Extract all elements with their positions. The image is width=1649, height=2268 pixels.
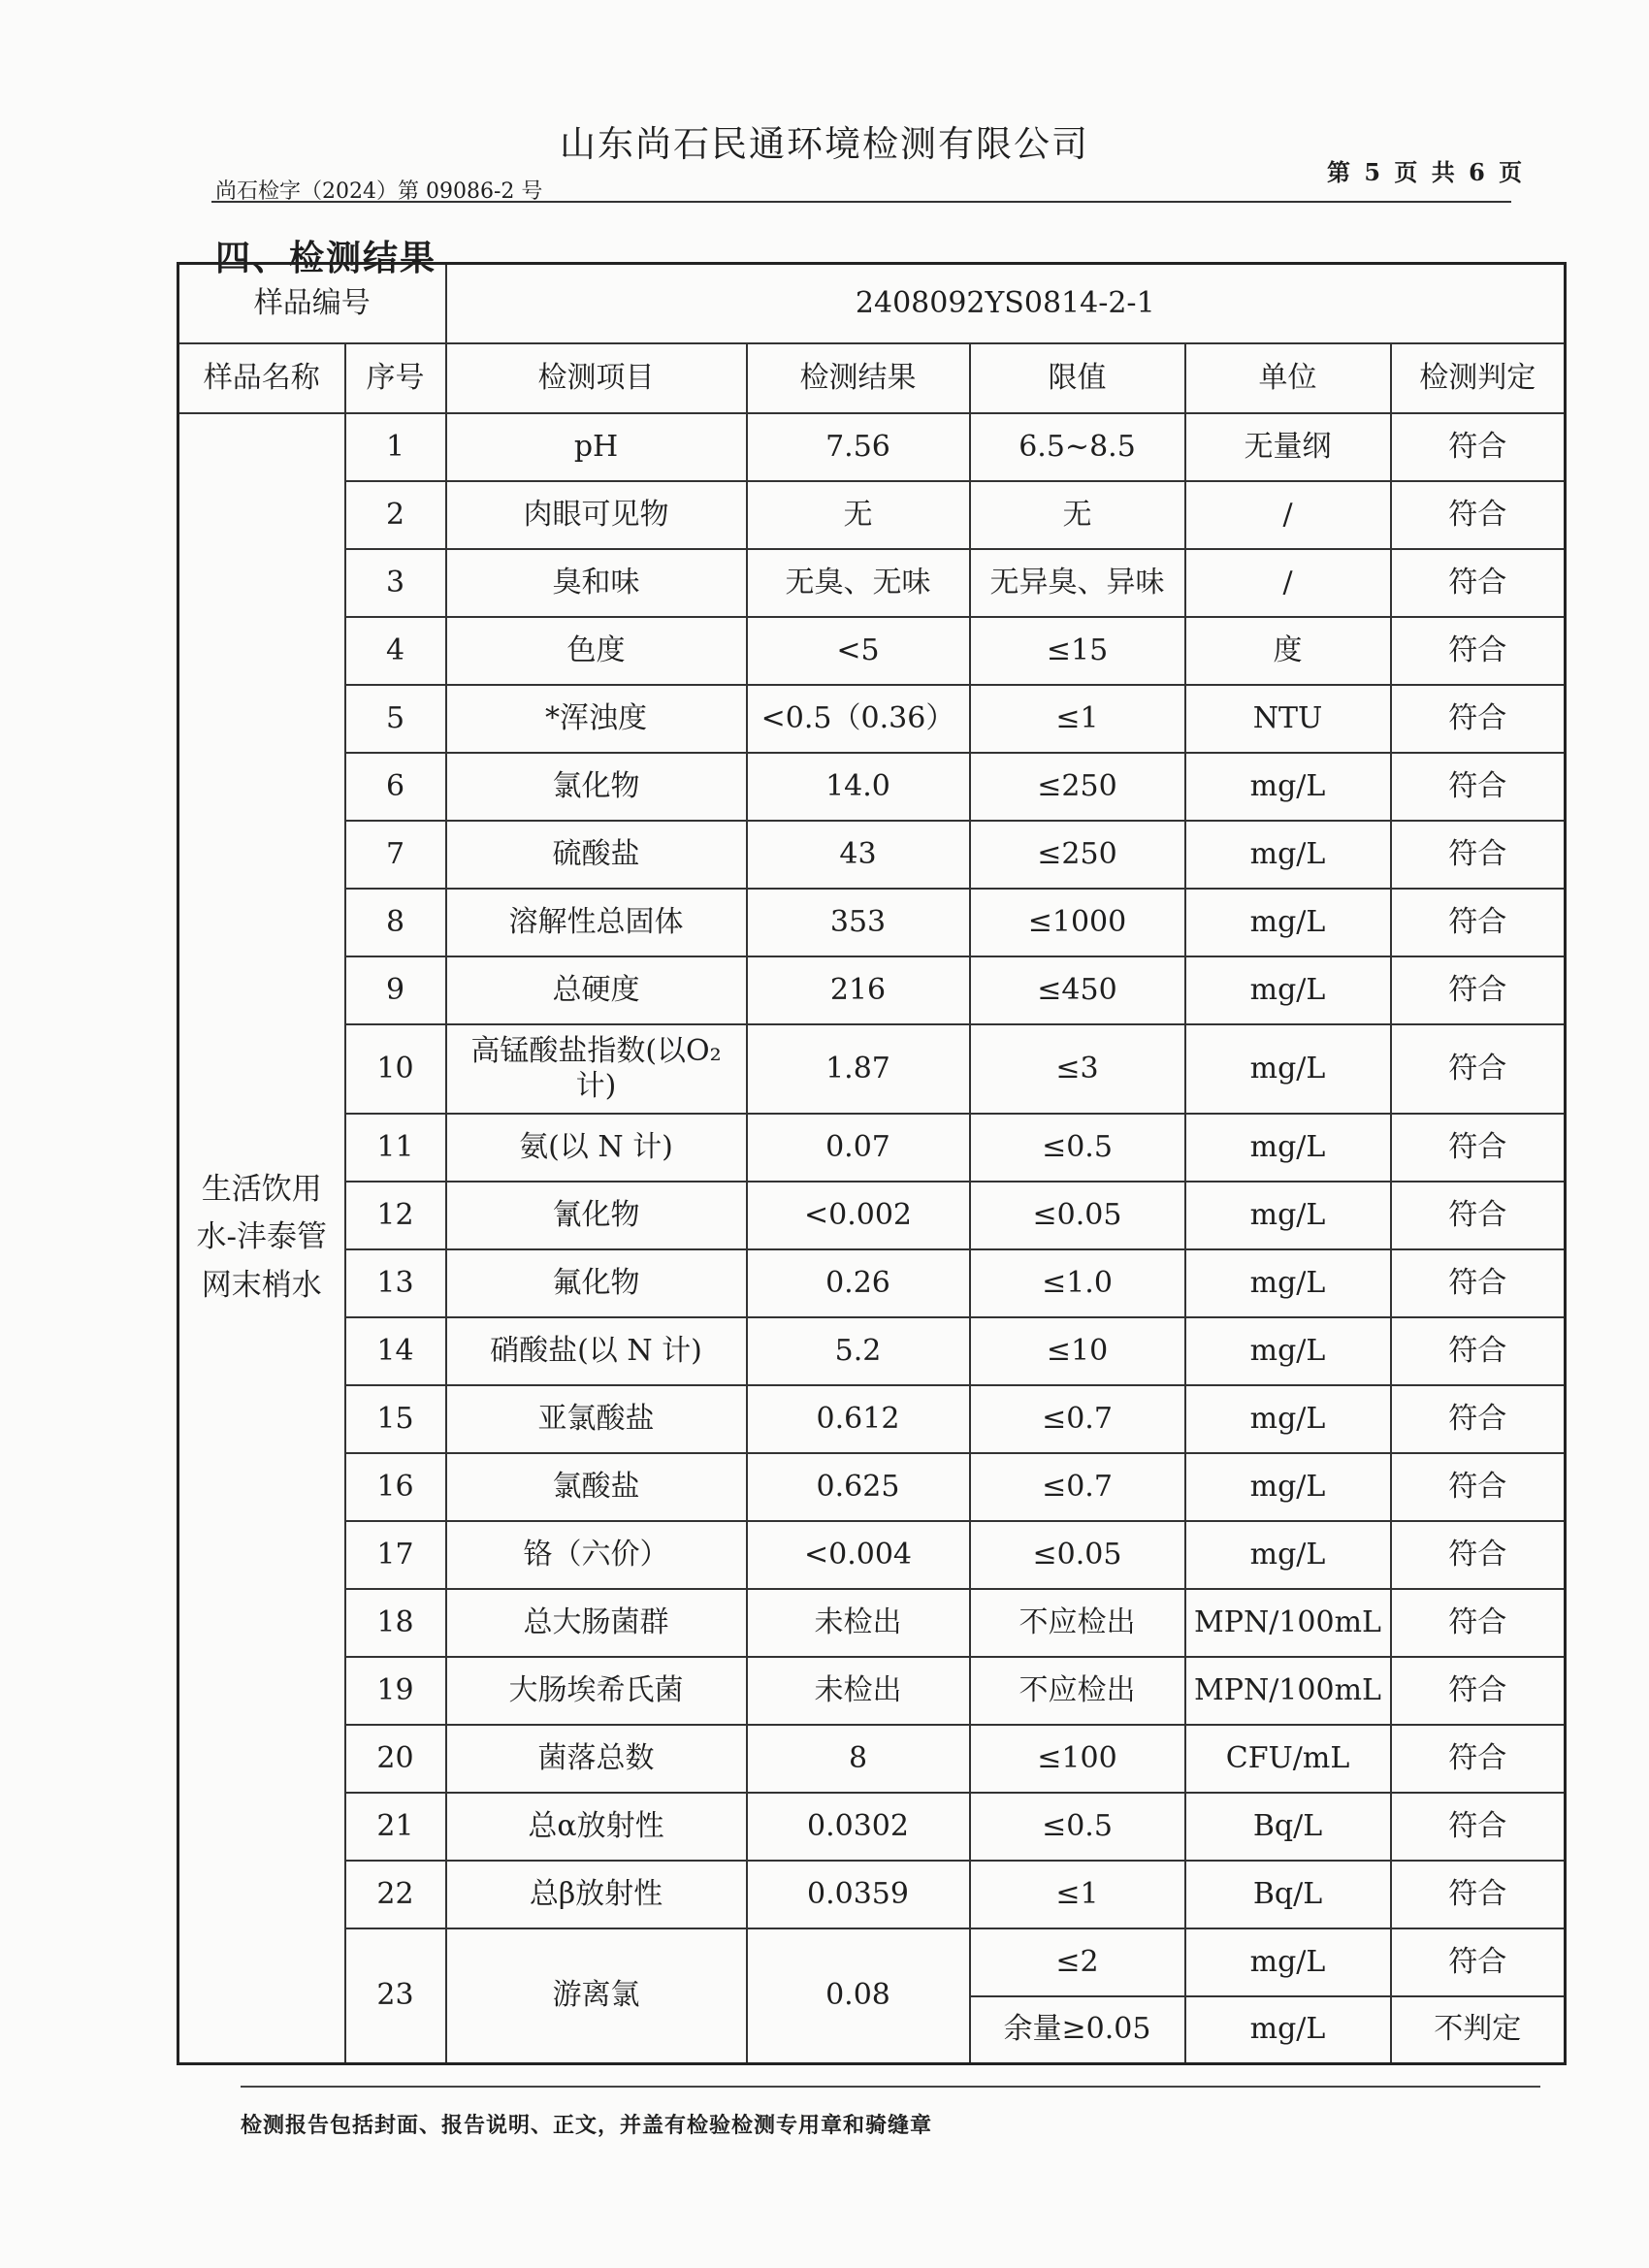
table-row <box>178 1385 1566 1453</box>
limit-value: ≤250 <box>970 753 1185 821</box>
unit: mg/L <box>1185 1114 1391 1182</box>
unit: mg/L <box>1185 956 1391 1024</box>
test-result: 0.07 <box>747 1114 970 1182</box>
table-row <box>178 1793 1566 1861</box>
test-item: 氨(以 N 计) <box>446 1114 747 1182</box>
item-number: 15 <box>345 1385 446 1453</box>
unit: MPN/100mL <box>1185 1589 1391 1657</box>
table-row <box>178 1589 1566 1657</box>
unit: mg/L <box>1185 821 1391 889</box>
judgement: 符合 <box>1391 956 1566 1024</box>
table-row <box>178 549 1566 617</box>
test-item: 臭和味 <box>446 549 747 617</box>
column-header: 单位 <box>1185 343 1391 413</box>
limit-value: 无 <box>970 481 1185 549</box>
test-item: 硝酸盐(以 N 计) <box>446 1317 747 1385</box>
limit-value: ≤1.0 <box>970 1249 1185 1317</box>
table-row <box>178 1249 1566 1317</box>
judgement: 符合 <box>1391 889 1566 956</box>
judgement: 符合 <box>1391 1453 1566 1521</box>
column-header: 限值 <box>970 343 1185 413</box>
table-row <box>178 1928 1566 1996</box>
test-result: 353 <box>747 889 970 956</box>
column-header: 样品名称 <box>178 343 345 413</box>
test-result: <5 <box>747 617 970 685</box>
test-item: 高锰酸盐指数(以O₂计) <box>446 1024 747 1114</box>
test-result: <0.002 <box>747 1182 970 1249</box>
column-header: 序号 <box>345 343 446 413</box>
unit: mg/L <box>1185 1521 1391 1589</box>
test-item: 总硬度 <box>446 956 747 1024</box>
item-number: 11 <box>345 1114 446 1182</box>
limit-value: ≤0.05 <box>970 1521 1185 1589</box>
limit-value: ≤250 <box>970 821 1185 889</box>
test-result: 0.08 <box>747 1928 970 2064</box>
judgement: 符合 <box>1391 1657 1566 1725</box>
unit: mg/L <box>1185 1024 1391 1114</box>
test-item: 大肠埃希氏菌 <box>446 1657 747 1725</box>
table-row <box>178 1182 1566 1249</box>
judgement: 符合 <box>1391 413 1566 481</box>
table-row <box>178 1114 1566 1182</box>
table-row <box>178 413 1566 481</box>
table-row <box>178 1024 1566 1114</box>
item-number: 22 <box>345 1861 446 1928</box>
test-item: 菌落总数 <box>446 1725 747 1793</box>
judgement: 符合 <box>1391 1725 1566 1793</box>
test-result: 0.612 <box>747 1385 970 1453</box>
test-result: 未检出 <box>747 1657 970 1725</box>
limit-value: ≤1 <box>970 1861 1185 1928</box>
limit-value: ≤0.5 <box>970 1114 1185 1182</box>
test-result: 0.625 <box>747 1453 970 1521</box>
footer-note: 检测报告包括封面、报告说明、正文，并盖有检验检测专用章和骑缝章 <box>241 2113 933 2138</box>
header-rule <box>211 201 1511 203</box>
limit-value: ≤0.7 <box>970 1453 1185 1521</box>
unit: mg/L <box>1185 1928 1391 1996</box>
unit: mg/L <box>1185 889 1391 956</box>
unit: CFU/mL <box>1185 1725 1391 1793</box>
item-number: 3 <box>345 549 446 617</box>
test-result: 无臭、无味 <box>747 549 970 617</box>
judgement: 符合 <box>1391 1521 1566 1589</box>
judgement: 符合 <box>1391 1793 1566 1861</box>
unit: mg/L <box>1185 1182 1391 1249</box>
item-number: 19 <box>345 1657 446 1725</box>
table-row <box>178 481 1566 549</box>
item-number: 17 <box>345 1521 446 1589</box>
item-number: 1 <box>345 413 446 481</box>
sample-name: 生活饮用水-沣泰管网末梢水 <box>178 413 345 2064</box>
test-result: 0.26 <box>747 1249 970 1317</box>
item-number: 16 <box>345 1453 446 1521</box>
test-item: pH <box>446 413 747 481</box>
test-result: 0.0302 <box>747 1793 970 1861</box>
sample-id: 2408092YS0814-2-1 <box>446 264 1566 343</box>
limit-value: 不应检出 <box>970 1589 1185 1657</box>
item-number: 4 <box>345 617 446 685</box>
test-item: 总α放射性 <box>446 1793 747 1861</box>
test-item: 游离氯 <box>446 1928 747 2064</box>
limit-value: ≤1 <box>970 685 1185 753</box>
item-number: 14 <box>345 1317 446 1385</box>
limit-value: ≤1000 <box>970 889 1185 956</box>
test-item: 肉眼可见物 <box>446 481 747 549</box>
table-row <box>178 889 1566 956</box>
test-item: 硫酸盐 <box>446 821 747 889</box>
table-row <box>178 956 1566 1024</box>
table-row <box>178 753 1566 821</box>
sample-id-row <box>178 264 1566 343</box>
judgement: 符合 <box>1391 1317 1566 1385</box>
limit-value: ≤0.05 <box>970 1182 1185 1249</box>
item-number: 7 <box>345 821 446 889</box>
test-item: 氯化物 <box>446 753 747 821</box>
column-header: 检测结果 <box>747 343 970 413</box>
judgement: 不判定 <box>1391 1996 1566 2064</box>
page-info: 第 5 页 共 6 页 <box>1327 158 1526 186</box>
limit-value: ≤15 <box>970 617 1185 685</box>
unit: Bq/L <box>1185 1861 1391 1928</box>
test-result: 14.0 <box>747 753 970 821</box>
table-row <box>178 821 1566 889</box>
item-number: 2 <box>345 481 446 549</box>
test-result: 5.2 <box>747 1317 970 1385</box>
column-header-row <box>178 343 1566 413</box>
unit: mg/L <box>1185 1385 1391 1453</box>
test-result: 7.56 <box>747 413 970 481</box>
judgement: 符合 <box>1391 821 1566 889</box>
test-item: 亚氯酸盐 <box>446 1385 747 1453</box>
limit-value: ≤2 <box>970 1928 1185 1996</box>
limit-value: ≤3 <box>970 1024 1185 1114</box>
unit: mg/L <box>1185 753 1391 821</box>
judgement: 符合 <box>1391 1861 1566 1928</box>
unit: 度 <box>1185 617 1391 685</box>
item-number: 10 <box>345 1024 446 1114</box>
test-result: 未检出 <box>747 1589 970 1657</box>
item-number: 13 <box>345 1249 446 1317</box>
unit: / <box>1185 481 1391 549</box>
item-number: 8 <box>345 889 446 956</box>
test-result: <0.5（0.36） <box>747 685 970 753</box>
table-row <box>178 1317 1566 1385</box>
company-name: 山东尚石民通环境检测有限公司 <box>560 123 1089 165</box>
limit-value: ≤0.7 <box>970 1385 1185 1453</box>
judgement: 符合 <box>1391 1114 1566 1182</box>
unit: / <box>1185 549 1391 617</box>
table-row <box>178 617 1566 685</box>
test-item: 氟化物 <box>446 1249 747 1317</box>
judgement: 符合 <box>1391 1024 1566 1114</box>
column-header: 检测项目 <box>446 343 747 413</box>
judgement: 符合 <box>1391 549 1566 617</box>
test-result: 无 <box>747 481 970 549</box>
table-row <box>178 1521 1566 1589</box>
judgement: 符合 <box>1391 1385 1566 1453</box>
report-number: 尚石检字（2024）第 09086-2 号 <box>215 179 543 204</box>
test-item: 氰化物 <box>446 1182 747 1249</box>
test-item: 总大肠菌群 <box>446 1589 747 1657</box>
limit-value: 6.5~8.5 <box>970 413 1185 481</box>
limit-value: ≤100 <box>970 1725 1185 1793</box>
item-number: 20 <box>345 1725 446 1793</box>
judgement: 符合 <box>1391 1928 1566 1996</box>
test-item: 氯酸盐 <box>446 1453 747 1521</box>
test-result: 43 <box>747 821 970 889</box>
unit: mg/L <box>1185 1453 1391 1521</box>
unit: Bq/L <box>1185 1793 1391 1861</box>
item-number: 21 <box>345 1793 446 1861</box>
judgement: 符合 <box>1391 1182 1566 1249</box>
table-row <box>178 1657 1566 1725</box>
table-row <box>178 685 1566 753</box>
judgement: 符合 <box>1391 753 1566 821</box>
section-title: 四、检测结果 <box>215 238 437 278</box>
judgement: 符合 <box>1391 1589 1566 1657</box>
test-result: 1.87 <box>747 1024 970 1114</box>
table-row <box>178 1861 1566 1928</box>
footer-rule <box>241 2086 1540 2088</box>
test-item: *浑浊度 <box>446 685 747 753</box>
unit: 无量纲 <box>1185 413 1391 481</box>
test-item: 铬（六价） <box>446 1521 747 1589</box>
unit: mg/L <box>1185 1249 1391 1317</box>
item-number: 6 <box>345 753 446 821</box>
test-item: 色度 <box>446 617 747 685</box>
item-number: 9 <box>345 956 446 1024</box>
item-number: 18 <box>345 1589 446 1657</box>
test-result: <0.004 <box>747 1521 970 1589</box>
table-row <box>178 1725 1566 1793</box>
sample-id-label: 样品编号 <box>178 264 446 343</box>
results-table <box>177 262 1567 2065</box>
limit-value: ≤450 <box>970 956 1185 1024</box>
test-result: 0.0359 <box>747 1861 970 1928</box>
table-row <box>178 1453 1566 1521</box>
limit-value: ≤10 <box>970 1317 1185 1385</box>
unit: mg/L <box>1185 1996 1391 2064</box>
judgement: 符合 <box>1391 1249 1566 1317</box>
limit-value: 无异臭、异味 <box>970 549 1185 617</box>
test-result: 216 <box>747 956 970 1024</box>
unit: MPN/100mL <box>1185 1657 1391 1725</box>
unit: mg/L <box>1185 1317 1391 1385</box>
limit-value: ≤0.5 <box>970 1793 1185 1861</box>
test-result: 8 <box>747 1725 970 1793</box>
judgement: 符合 <box>1391 617 1566 685</box>
limit-value: 余量≥0.05 <box>970 1996 1185 2064</box>
item-number: 23 <box>345 1928 446 2064</box>
test-item: 溶解性总固体 <box>446 889 747 956</box>
item-number: 5 <box>345 685 446 753</box>
test-item: 总β放射性 <box>446 1861 747 1928</box>
judgement: 符合 <box>1391 481 1566 549</box>
judgement: 符合 <box>1391 685 1566 753</box>
column-header: 检测判定 <box>1391 343 1566 413</box>
limit-value: 不应检出 <box>970 1657 1185 1725</box>
unit: NTU <box>1185 685 1391 753</box>
item-number: 12 <box>345 1182 446 1249</box>
